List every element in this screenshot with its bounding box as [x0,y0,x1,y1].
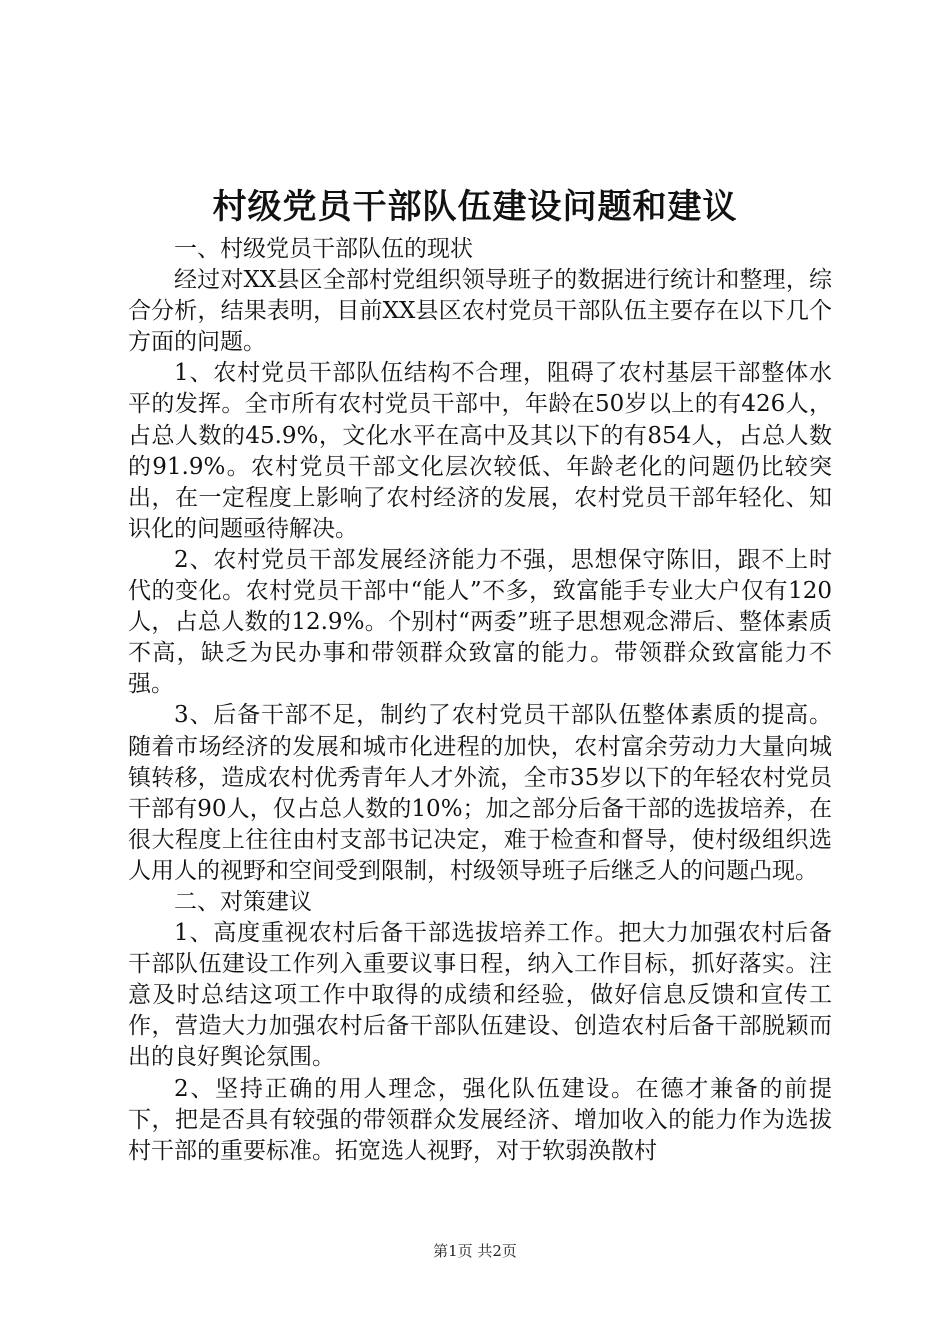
paragraph: 1、农村党员干部队伍结构不合理，阻碍了农村基层干部整体水平的发挥。全市所有农村党员干部中，年龄在50岁以上的有426人，占总人数的45.9%，文化水平在高中及其以下的有854人，占总人数的91.9%。农村党员干部文化层次较低、年龄老化的问题仍比较突出，在一定程度上影响了农村经济的发展，农村党员干部年轻化、知识化的问题亟待解决。 [128,360,832,542]
document-body [128,234,832,1167]
paragraph: 经过对XX县区全部村党组织领导班子的数据进行统计和整理，综合分析，结果表明，目前XX县区农村党员干部队伍主要存在以下几个方面的问题。 [128,267,832,356]
document-title: 村级党员干部队伍建设问题和建议 [212,187,738,227]
paragraph: 3、后备干部不足，制约了农村党员干部队伍整体素质的提高。随着市场经济的发展和城市化进程的加快，农村富余劳动力大量向城镇转移，造成农村优秀青年人才外流，全市35岁以下的年轻农村党员干部有90人，仅占总人数的10%；加之部分后备干部的选拔培养，在很大程度上往往由村支部书记决定，难于检查和督导，使村级组织选人用人的视野和空间受到限制，村级领导班子后继乏人的问题凸现。 [128,702,832,884]
section-heading: 二、对策建议 [174,888,312,915]
section-heading: 一、村级党员干部队伍的现状 [174,236,473,262]
page-footer: 第1页 共2页 [433,1242,517,1260]
paragraph: 1、高度重视农村后备干部选拔培养工作。把大力加强农村后备干部队伍建设工作列入重要议事日程，纳入工作目标，抓好落实。注意及时总结这项工作中取得的成绩和经验，做好信息反馈和宣传工作，营造大力加强农村后备干部队伍建设、创造农村后备干部脱颖而出的良好舆论氛围。 [128,920,832,1071]
paragraph: 2、农村党员干部发展经济能力不强，思想保守陈旧，跟不上时代的变化。农村党员干部中“能人”不多，致富能手专业大户仅有120人，占总人数的12.9%。个别村“两委”班子思想观念滞后、整体素质不高，缺乏为民办事和带领群众致富的能力。带领群众致富能力不强。 [128,546,832,698]
paragraph: 2、坚持正确的用人理念，强化队伍建设。在德才兼备的前提下，把是否具有较强的带领群众发展经济、增加收入的能力作为选拔村干部的重要标准。拓宽选人视野，对于软弱涣散村 [128,1075,832,1164]
